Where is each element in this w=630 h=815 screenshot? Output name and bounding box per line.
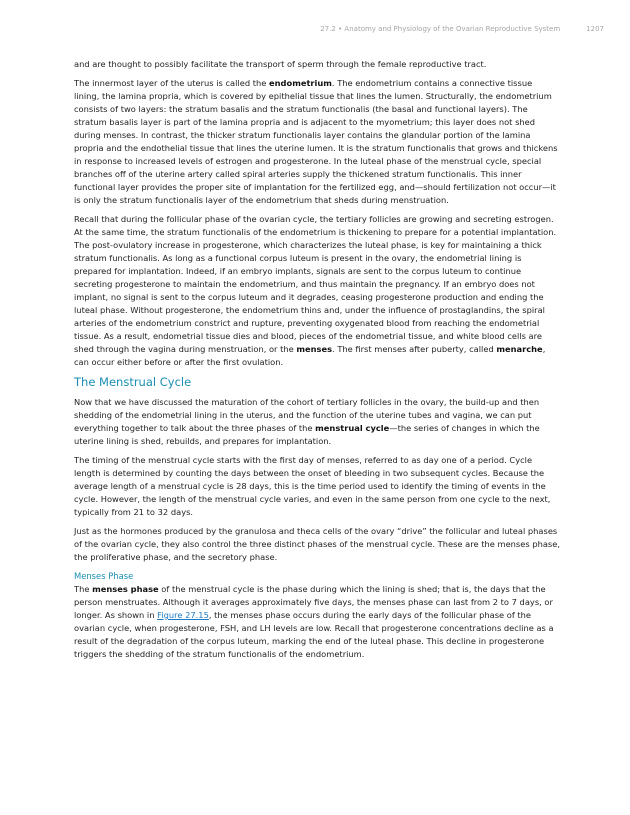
paragraph-text: —the series of changes in which the uterine lining is shed, rebuilds, and prepares for implantation. xyxy=(74,423,540,446)
paragraph-menses-phase xyxy=(74,583,560,661)
paragraph-text: Recall that during the follicular phase of the ovarian cycle, the tertiary follicles are growing and secreting estrogen. At the same time, the stratum functionalis of the endometrium is thickening to prepare for a potential implantation. The post-ovulatory increase in progesterone, which characterizes the luteal phase, is key for maintaining a thick stratum functionalis. As long as a functional corpus luteum is present in the ovary, the endometrial lining is prepared for implantation. Indeed, if an embryo implants, signals are sent to the corpus luteum to continue secreting progesterone to maintain the endometrium, and thus maintain the pregnancy. If an embryo does not implant, no signal is sent to the corpus luteum and it degrades, ceasing progesterone production and ending the luteal phase. Without progesterone, the endometrium thins and, under the influence of prostaglandins, the spiral arteries of the endometrium constrict and rupture, preventing oxygenated blood from reaching the endometrial tissue. As a result, endometrial tissue dies and blood, pieces of the endometrial tissue, and white blood cells are shed through the vagina during menstruation, or the xyxy=(74,214,557,354)
key-term-menarche: menarche xyxy=(496,344,543,354)
paragraph-text: , the menses phase occurs during the early days of the follicular phase of the ovarian cycle, when progesterone, FSH, and LH levels are low. Recall that progesterone concentrations decline as a result of the degradation of the corpus luteum, marking the end of the luteal phase. This decline in progesterone triggers the shedding of the stratum functionalis of the endometrium. xyxy=(74,610,554,659)
page-content xyxy=(74,58,560,667)
section-heading-menstrual-cycle: The Menstrual Cycle xyxy=(74,375,192,389)
subsection-heading-menses-phase: Menses Phase xyxy=(74,571,134,581)
paragraph-text: of the menstrual cycle is the phase during which the lining is shed; that is, the days that the person menstruates. Although it averages approximately five days, the menses phase can last from 2 to 7 days, or longer. As shown in xyxy=(74,584,553,620)
paragraph-text: The timing of the menstrual cycle starts with the first day of menses, referred to as day one of a period. Cycle length is determined by counting the days between the onset of bleeding in two subsequent cycles. Because the average length of a menstrual cycle is 28 days, this is the time period used to identify the timing of events in the cycle. However, the length of the menstrual cycle varies, and even in the same person from one cycle to the next, typically from 21 to 32 days. xyxy=(74,455,551,517)
paragraph-continuation xyxy=(74,58,560,71)
running-header-section: 27.2 • Anatomy and Physiology of the Ovarian Reproductive System xyxy=(320,25,561,33)
running-header xyxy=(320,25,604,33)
paragraph-cycle-intro xyxy=(74,396,560,448)
key-term-menses: menses xyxy=(296,344,333,354)
paragraph-text: , can occur either before or after the first ovulation. xyxy=(74,344,546,367)
key-term-menstrual-cycle: menstrual cycle xyxy=(315,423,390,433)
paragraph-text: and are thought to possibly facilitate the transport of sperm through the female reproductive tract. xyxy=(74,59,487,69)
paragraph-text: Just as the hormones produced by the granulosa and theca cells of the ovary “drive” the follicular and luteal phases of the ovarian cycle, they also control the three distinct phases of the menstrual cycle. These are the menses phase, the proliferative phase, and the secretory phase. xyxy=(74,526,560,562)
page-number: 1207 xyxy=(586,25,604,33)
paragraph-text: Now that we have discussed the maturation of the cohort of tertiary follicles in the ovary, the build-up and then shedding of the endometrial lining in the uterus, and the function of the uterine tubes and vagina, we can put everything together to talk about the three phases of the xyxy=(74,397,540,433)
paragraph-text: The innermost layer of the uterus is called the xyxy=(74,78,270,88)
key-term-menses-phase: menses phase xyxy=(92,584,159,594)
paragraph-follicular-phase xyxy=(74,213,560,369)
key-term-endometrium: endometrium xyxy=(269,78,332,88)
paragraph-endometrium xyxy=(74,77,560,207)
figure-link[interactable]: Figure 27.15 xyxy=(157,610,209,620)
paragraph-cycle-timing xyxy=(74,454,560,519)
paragraph-text: . The first menses after puberty, called xyxy=(332,344,497,354)
paragraph-cycle-phases xyxy=(74,525,560,564)
paragraph-text: . The endometrium contains a connective tissue lining, the lamina propria, which is covered by epithelial tissue that lines the lumen. Structurally, the endometrium consists of two layers: the stratum basalis and the stratum functionalis (the basal and functional layers). The stratum basalis layer is part of the lamina propria and is adjacent to the myometrium; this layer does not shed during menses. In contrast, the thicker stratum functionalis layer contains the glandular portion of the lamina propria and the endothelial tissue that lines the uterine lumen. It is the stratum functionalis that grows and thickens in response to increased levels of estrogen and progesterone. In the luteal phase of the menstrual cycle, special branches off of the uterine artery called spiral arteries supply the thickened stratum functionalis. This inner functional layer provides the proper site of implantation for the fertilized egg, and—should fertilization not occur—it is only the stratum functionalis layer of the endometrium that sheds during menstruation. xyxy=(74,78,558,205)
paragraph-text: The xyxy=(74,584,93,594)
